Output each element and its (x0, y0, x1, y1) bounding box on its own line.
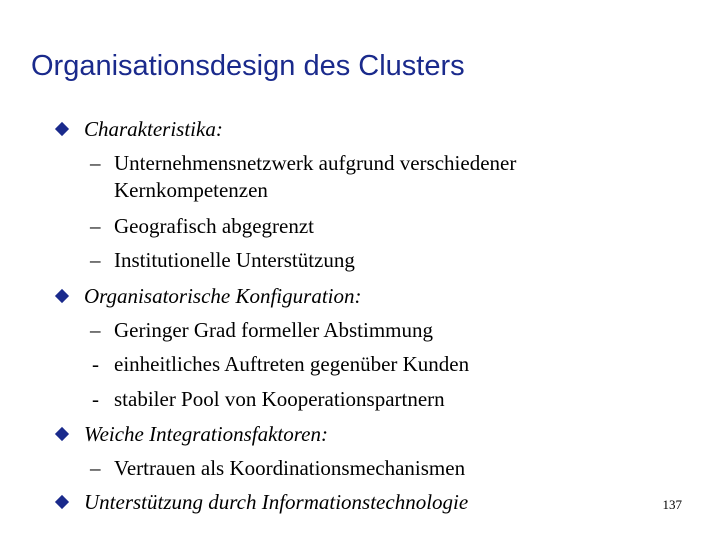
bullet-weiche-integrationsfaktoren: Weiche Integrationsfaktoren: (84, 422, 328, 446)
slide-title: Organisationsdesign des Clusters (31, 50, 465, 82)
subitem-text: Institutionelle Unterstützung (114, 248, 355, 272)
subitem-text: Vertrauen als Koordinationsmechanismen (114, 456, 466, 480)
subitem-text: Geografisch abgegrenzt (114, 214, 314, 238)
dash-marker: – (90, 151, 101, 175)
dash-marker: – (90, 214, 101, 238)
bullet-organisatorische-konfiguration: Organisatorische Konfiguration: (84, 284, 362, 308)
diamond-bullet-icon (55, 289, 69, 303)
bullet-unterstuetzung-it: Unterstützung durch Informationstechnologie (84, 490, 469, 514)
dash-marker: – (90, 248, 101, 272)
hyphen-marker: - (92, 352, 99, 376)
subitem-text: stabiler Pool von Kooperationspartnern (114, 387, 445, 411)
diamond-bullet-icon (55, 122, 69, 136)
subitem-text-continued: Kernkompetenzen (114, 178, 268, 202)
subitem-text: einheitliches Auftreten gegenüber Kunden (114, 352, 470, 376)
diamond-bullet-icon (55, 427, 69, 441)
subitem-text: Geringer Grad formeller Abstimmung (114, 318, 433, 342)
bullet-charakteristika: Charakteristika: (84, 117, 223, 141)
page-number: 137 (662, 497, 682, 512)
hyphen-marker: - (92, 387, 99, 411)
diamond-bullet-icon (55, 495, 69, 509)
subitem-text: Unternehmensnetzwerk aufgrund verschiedener (114, 151, 517, 175)
dash-marker: – (90, 456, 101, 480)
dash-marker: – (90, 318, 101, 342)
